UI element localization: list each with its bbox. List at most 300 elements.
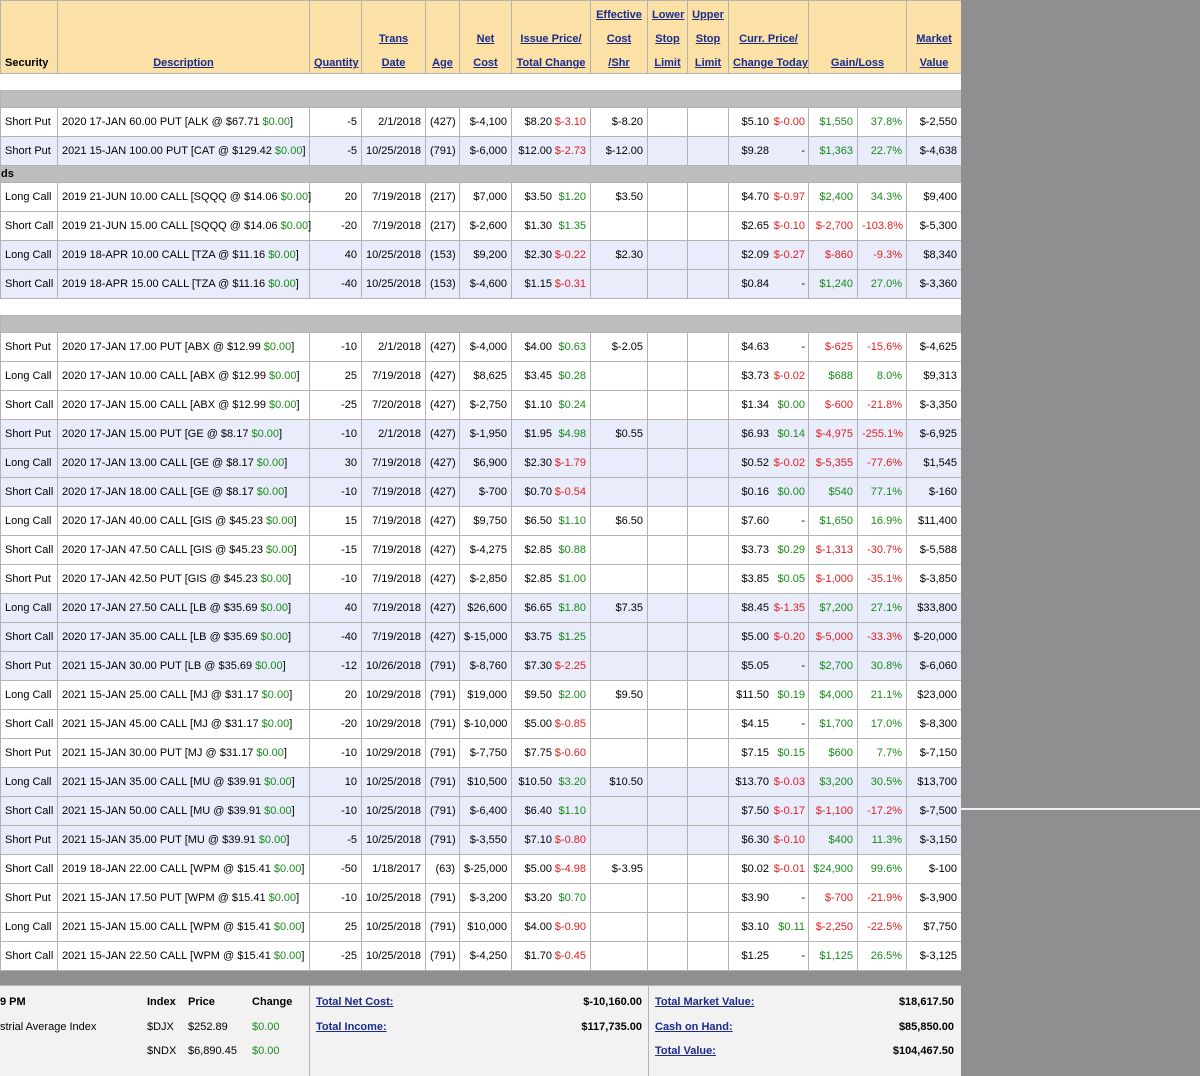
position-description[interactable] (58, 826, 310, 855)
upper-stop-limit[interactable] (688, 241, 729, 270)
current-price-value: $5.10 (741, 116, 769, 128)
change-today: - (801, 341, 805, 353)
footer-idx1: $DJX (147, 1021, 174, 1033)
lower-stop-limit[interactable] (648, 420, 688, 449)
security-type: Short Call (1, 855, 58, 884)
footer-idx1-price: $252.89 (188, 1021, 228, 1033)
total-change: $-0.90 (554, 921, 586, 933)
current-price (729, 108, 809, 137)
position-description[interactable] (58, 623, 310, 652)
upper-stop-limit[interactable] (688, 681, 729, 710)
effective-cost (591, 565, 648, 594)
table-row[interactable] (1, 108, 962, 137)
lower-stop-limit[interactable] (648, 681, 688, 710)
bracket-close: ] (295, 249, 299, 261)
quantity: -10 (310, 420, 362, 449)
effective-cost (591, 710, 648, 739)
table-row[interactable] (1, 797, 962, 826)
current-price-value: $0.16 (741, 486, 769, 498)
change-today: $-0.01 (773, 863, 805, 875)
change-today: $0.00 (777, 486, 805, 498)
lower-stop-limit[interactable] (648, 652, 688, 681)
total-change: $1.00 (558, 573, 586, 585)
issue-price (512, 942, 591, 971)
current-price (729, 884, 809, 913)
col-lower-stop[interactable]: Lower Stop Limit (648, 1, 688, 74)
gain-loss: $4,000 (809, 681, 858, 710)
table-row[interactable] (1, 768, 962, 797)
security-type: Long Call (1, 681, 58, 710)
lower-stop-limit[interactable] (648, 137, 688, 166)
footer-idx2-change: $0.00 (252, 1045, 280, 1057)
bracket-close: ] (308, 220, 312, 232)
issue-price (512, 565, 591, 594)
lower-stop-limit[interactable] (648, 241, 688, 270)
table-row[interactable] (1, 681, 962, 710)
total-change: $-1.79 (554, 457, 586, 469)
effective-cost (591, 391, 648, 420)
upper-stop-limit[interactable] (688, 391, 729, 420)
current-price-value: $7.60 (741, 515, 769, 527)
table-row[interactable] (1, 333, 962, 362)
table-row[interactable] (1, 826, 962, 855)
col-gain-loss[interactable]: Gain/Loss (809, 1, 907, 74)
lower-stop-limit[interactable] (648, 913, 688, 942)
description-text: 2020 17-JAN 15.00 PUT [GE @ $8.17 (62, 428, 249, 440)
underlying-change: $0.00 (280, 191, 309, 203)
lower-stop-limit[interactable] (648, 212, 688, 241)
trans-date: 7/19/2018 (362, 183, 426, 212)
gain-loss: $-4,975 (809, 420, 858, 449)
lower-stop-limit[interactable] (648, 478, 688, 507)
position-description[interactable] (58, 739, 310, 768)
description-text: 2021 15-JAN 30.00 PUT [LB @ $35.69 (62, 660, 253, 672)
upper-stop-limit[interactable] (688, 362, 729, 391)
net-cost: $-2,850 (460, 565, 512, 594)
issue-price (512, 391, 591, 420)
position-description[interactable] (58, 420, 310, 449)
table-row[interactable] (1, 739, 962, 768)
change-today: - (801, 950, 805, 962)
issue-price (512, 241, 591, 270)
table-row[interactable] (1, 507, 962, 536)
lower-stop-limit[interactable] (648, 270, 688, 299)
lower-stop-limit[interactable] (648, 739, 688, 768)
upper-stop-limit[interactable] (688, 855, 729, 884)
position-description[interactable] (58, 652, 310, 681)
age: (427) (426, 507, 460, 536)
position-description[interactable] (58, 884, 310, 913)
lower-stop-limit[interactable] (648, 710, 688, 739)
position-description[interactable] (58, 478, 310, 507)
lower-stop-limit[interactable] (648, 565, 688, 594)
issue-price-value: $2.85 (524, 544, 552, 556)
change-today: - (801, 278, 805, 290)
upper-stop-limit[interactable] (688, 884, 729, 913)
table-row[interactable] (1, 362, 962, 391)
quantity: -50 (310, 855, 362, 884)
upper-stop-limit[interactable] (688, 507, 729, 536)
position-description[interactable] (58, 913, 310, 942)
table-row[interactable] (1, 623, 962, 652)
table-row[interactable] (1, 913, 962, 942)
current-price (729, 942, 809, 971)
current-price (729, 913, 809, 942)
underlying-change: $0.00 (273, 863, 302, 875)
age: (427) (426, 108, 460, 137)
age: (791) (426, 913, 460, 942)
lower-stop-limit[interactable] (648, 507, 688, 536)
effective-cost (591, 739, 648, 768)
net-cost: $-4,600 (460, 270, 512, 299)
total-change: $-2.25 (554, 660, 586, 672)
issue-price-value: $7.30 (524, 660, 552, 672)
lower-stop-limit[interactable] (648, 826, 688, 855)
lower-stop-limit[interactable] (648, 108, 688, 137)
section-band-label: ds (1, 166, 962, 183)
table-row[interactable] (1, 594, 962, 623)
security-type: Short Put (1, 420, 58, 449)
security-type: Short Call (1, 270, 58, 299)
table-row[interactable] (1, 855, 962, 884)
quantity: 25 (310, 362, 362, 391)
quantity: -10 (310, 739, 362, 768)
position-description[interactable] (58, 391, 310, 420)
market-value: $-8,300 (907, 710, 962, 739)
current-price-value: $6.93 (741, 428, 769, 440)
net-cost: $-3,550 (460, 826, 512, 855)
table-row[interactable] (1, 212, 962, 241)
change-today: $0.14 (777, 428, 805, 440)
net-cost: $-4,250 (460, 942, 512, 971)
positions-body (1, 74, 962, 971)
table-row[interactable] (1, 270, 962, 299)
position-description[interactable] (58, 594, 310, 623)
lower-stop-limit[interactable] (648, 391, 688, 420)
gain-loss-percent: 26.5% (858, 942, 907, 971)
issue-price-value: $3.50 (524, 191, 552, 203)
lower-stop-limit[interactable] (648, 594, 688, 623)
net-cost: $-4,100 (460, 108, 512, 137)
upper-stop-limit[interactable] (688, 420, 729, 449)
footer-index-head: Index (147, 996, 176, 1008)
upper-stop-limit[interactable] (688, 333, 729, 362)
col-quantity[interactable]: Quantity (310, 1, 362, 74)
description-text: 2021 15-JAN 22.50 CALL [WPM @ $15.41 (62, 950, 271, 962)
position-description[interactable] (58, 212, 310, 241)
table-row[interactable] (1, 710, 962, 739)
lower-stop-limit[interactable] (648, 536, 688, 565)
col-market-value[interactable]: Market Value (907, 1, 962, 74)
upper-stop-limit[interactable] (688, 212, 729, 241)
section-band (1, 166, 962, 183)
position-description[interactable] (58, 797, 310, 826)
current-price (729, 420, 809, 449)
upper-stop-limit[interactable] (688, 565, 729, 594)
issue-price-value: $2.30 (524, 249, 552, 261)
lower-stop-limit[interactable] (648, 768, 688, 797)
total-change: $0.28 (558, 370, 586, 382)
effective-cost: $10.50 (591, 768, 648, 797)
table-row[interactable] (1, 565, 962, 594)
bracket-close: ] (291, 776, 295, 788)
gain-loss: $600 (809, 739, 858, 768)
lower-stop-limit[interactable] (648, 942, 688, 971)
gain-loss-percent: 27.0% (858, 270, 907, 299)
lower-stop-limit[interactable] (648, 362, 688, 391)
issue-price-value: $2.30 (524, 457, 552, 469)
bracket-close: ] (279, 428, 283, 440)
issue-price-value: $2.85 (524, 573, 552, 585)
col-security[interactable]: Security (1, 1, 58, 74)
market-value: $-4,625 (907, 333, 962, 362)
current-price (729, 362, 809, 391)
bracket-close: ] (287, 602, 292, 614)
upper-stop-limit[interactable] (688, 826, 729, 855)
quantity: -20 (310, 212, 362, 241)
issue-price (512, 594, 591, 623)
market-value: $13,700 (907, 768, 962, 797)
market-value: $-3,350 (907, 391, 962, 420)
trans-date: 2/1/2018 (362, 420, 426, 449)
quantity: 20 (310, 183, 362, 212)
underlying-change: $0.00 (268, 249, 296, 261)
gain-loss-percent: 37.8% (858, 108, 907, 137)
security-type: Short Put (1, 652, 58, 681)
upper-stop-limit[interactable] (688, 797, 729, 826)
net-cost: $8,625 (460, 362, 512, 391)
bracket-close: ] (284, 457, 288, 469)
market-value: $23,000 (907, 681, 962, 710)
position-description[interactable] (58, 241, 310, 270)
bracket-close: ] (291, 805, 295, 817)
quantity: 20 (310, 681, 362, 710)
table-row[interactable] (1, 884, 962, 913)
issue-price (512, 362, 591, 391)
lower-stop-limit[interactable] (648, 333, 688, 362)
age: (427) (426, 565, 460, 594)
issue-price-value: $8.20 (524, 116, 552, 128)
upper-stop-limit[interactable] (688, 183, 729, 212)
upper-stop-limit[interactable] (688, 449, 729, 478)
underlying-change: $0.00 (265, 544, 294, 556)
quantity: -5 (310, 826, 362, 855)
lower-stop-limit[interactable] (648, 449, 688, 478)
current-price (729, 681, 809, 710)
table-row[interactable] (1, 478, 962, 507)
col-age[interactable]: Age (426, 1, 460, 74)
upper-stop-limit[interactable] (688, 594, 729, 623)
upper-stop-limit[interactable] (688, 710, 729, 739)
issue-price-value: $6.50 (524, 515, 552, 527)
table-row[interactable] (1, 942, 962, 971)
position-description[interactable] (58, 183, 310, 212)
net-cost: $-10,000 (460, 710, 512, 739)
position-description[interactable] (58, 942, 310, 971)
gain-loss-percent: 7.7% (858, 739, 907, 768)
market-value: $-3,900 (907, 884, 962, 913)
total-net-cost-value: $-10,160.00 (583, 996, 642, 1008)
position-description[interactable] (58, 681, 310, 710)
age: (63) (426, 855, 460, 884)
bracket-close: ] (301, 950, 305, 962)
age: (427) (426, 449, 460, 478)
effective-cost (591, 884, 648, 913)
col-trans-date[interactable]: Trans Date (362, 1, 426, 74)
effective-cost (591, 652, 648, 681)
footer-price-head: Price (188, 996, 215, 1008)
net-cost: $-8,760 (460, 652, 512, 681)
col-net-cost[interactable]: Net Cost (460, 1, 512, 74)
table-row[interactable] (1, 449, 962, 478)
issue-price (512, 739, 591, 768)
quantity: 15 (310, 507, 362, 536)
lower-stop-limit[interactable] (648, 183, 688, 212)
gain-loss-percent: -21.9% (858, 884, 907, 913)
age: (217) (426, 212, 460, 241)
description-text: 2020 17-JAN 35.00 CALL [LB @ $35.69 (62, 631, 258, 643)
issue-price-value: $5.00 (524, 863, 552, 875)
trans-date: 10/26/2018 (362, 652, 426, 681)
table-row[interactable] (1, 536, 962, 565)
col-upper-stop[interactable]: Upper Stop Limit (688, 1, 729, 74)
upper-stop-limit[interactable] (688, 913, 729, 942)
total-change: $1.25 (558, 631, 586, 643)
lower-stop-limit[interactable] (648, 884, 688, 913)
cash-on-hand-label[interactable]: Cash on Hand: (655, 1021, 733, 1033)
upper-stop-limit[interactable] (688, 108, 729, 137)
position-description[interactable] (58, 449, 310, 478)
position-description[interactable] (58, 108, 310, 137)
net-cost: $-4,275 (460, 536, 512, 565)
total-net-cost-label[interactable]: Total Net Cost: (316, 996, 394, 1008)
total-market-value-label[interactable]: Total Market Value: (655, 996, 755, 1008)
upper-stop-limit[interactable] (688, 536, 729, 565)
lower-stop-limit[interactable] (648, 623, 688, 652)
bracket-close: ] (293, 515, 297, 527)
upper-stop-limit[interactable] (688, 739, 729, 768)
position-description[interactable] (58, 710, 310, 739)
market-value: $-100 (907, 855, 962, 884)
market-value: $33,800 (907, 594, 962, 623)
position-description[interactable] (58, 565, 310, 594)
market-value: $-7,150 (907, 739, 962, 768)
position-description[interactable] (58, 137, 310, 166)
table-row[interactable] (1, 241, 962, 270)
col-curr-price[interactable]: Curr. Price/ Change Today (729, 1, 809, 74)
market-value: $-5,588 (907, 536, 962, 565)
gain-loss-percent: 8.0% (858, 362, 907, 391)
trans-date: 10/25/2018 (362, 913, 426, 942)
effective-cost: $-12.00 (591, 137, 648, 166)
col-description[interactable]: Description (58, 1, 310, 74)
cash-on-hand-value: $85,850.00 (898, 1021, 954, 1033)
lower-stop-limit[interactable] (648, 797, 688, 826)
security-type: Short Call (1, 710, 58, 739)
total-change: $0.63 (558, 341, 586, 353)
current-price (729, 855, 809, 884)
issue-price (512, 137, 591, 166)
upper-stop-limit[interactable] (688, 137, 729, 166)
total-change: $-0.45 (554, 950, 586, 962)
security-type: Short Put (1, 739, 58, 768)
gain-loss-percent: -30.7% (858, 536, 907, 565)
upper-stop-limit[interactable] (688, 270, 729, 299)
trans-date: 10/25/2018 (362, 942, 426, 971)
lower-stop-limit[interactable] (648, 855, 688, 884)
total-income-label[interactable]: Total Income: (316, 1021, 387, 1033)
position-description[interactable] (58, 536, 310, 565)
bracket-close: ] (284, 486, 288, 498)
current-price-value: $13.70 (735, 776, 769, 788)
position-description[interactable] (58, 768, 310, 797)
total-change: $1.10 (558, 805, 586, 817)
upper-stop-limit[interactable] (688, 478, 729, 507)
upper-stop-limit[interactable] (688, 652, 729, 681)
total-value-label[interactable]: Total Value: (655, 1045, 716, 1057)
upper-stop-limit[interactable] (688, 768, 729, 797)
position-description[interactable] (58, 333, 310, 362)
age: (427) (426, 362, 460, 391)
issue-price-value: $10.50 (518, 776, 552, 788)
table-row[interactable] (1, 652, 962, 681)
table-row[interactable] (1, 391, 962, 420)
description-text: 2020 17-JAN 13.00 CALL [GE @ $8.17 (62, 457, 254, 469)
footer-idx1-change: $0.00 (252, 1021, 280, 1033)
position-description[interactable] (58, 270, 310, 299)
col-effective-cost[interactable]: Effective Cost /Shr (591, 1, 648, 74)
underlying-change: $0.00 (261, 689, 290, 701)
quantity: -10 (310, 565, 362, 594)
net-cost: $6,900 (460, 449, 512, 478)
market-value: $8,340 (907, 241, 962, 270)
bracket-close: ] (302, 145, 306, 157)
gain-loss: $7,200 (809, 594, 858, 623)
quantity: 40 (310, 241, 362, 270)
issue-price (512, 652, 591, 681)
table-row[interactable] (1, 183, 962, 212)
issue-price-value: $3.20 (524, 892, 552, 904)
description-text: 2020 17-JAN 47.50 CALL [GIS @ $45.23 (62, 544, 263, 556)
table-row[interactable] (1, 137, 962, 166)
footer-time: 9 PM (0, 996, 26, 1008)
gain-loss-percent: 21.1% (858, 681, 907, 710)
bracket-close: ] (293, 544, 297, 556)
position-description[interactable] (58, 855, 310, 884)
underlying-change: $0.00 (268, 278, 296, 290)
quantity: -40 (310, 623, 362, 652)
gain-loss: $-700 (809, 884, 858, 913)
age: (791) (426, 681, 460, 710)
market-value: $-3,125 (907, 942, 962, 971)
current-price-value: $5.00 (741, 631, 769, 643)
quantity: -40 (310, 270, 362, 299)
upper-stop-limit[interactable] (688, 942, 729, 971)
upper-stop-limit[interactable] (688, 623, 729, 652)
gain-loss: $-860 (809, 241, 858, 270)
description-text: 2020 17-JAN 18.00 CALL [GE @ $8.17 (62, 486, 254, 498)
col-issue-price[interactable]: Issue Price/ Total Change (512, 1, 591, 74)
bracket-close: ] (296, 370, 300, 382)
gain-loss: $540 (809, 478, 858, 507)
description-text: 2019 21-JUN 15.00 CALL [SQQQ @ $14.06 (62, 220, 278, 232)
section-band-label (1, 91, 962, 108)
net-cost: $-3,200 (460, 884, 512, 913)
security-type: Short Put (1, 333, 58, 362)
table-row[interactable] (1, 420, 962, 449)
position-description[interactable] (58, 362, 310, 391)
position-description[interactable] (58, 507, 310, 536)
